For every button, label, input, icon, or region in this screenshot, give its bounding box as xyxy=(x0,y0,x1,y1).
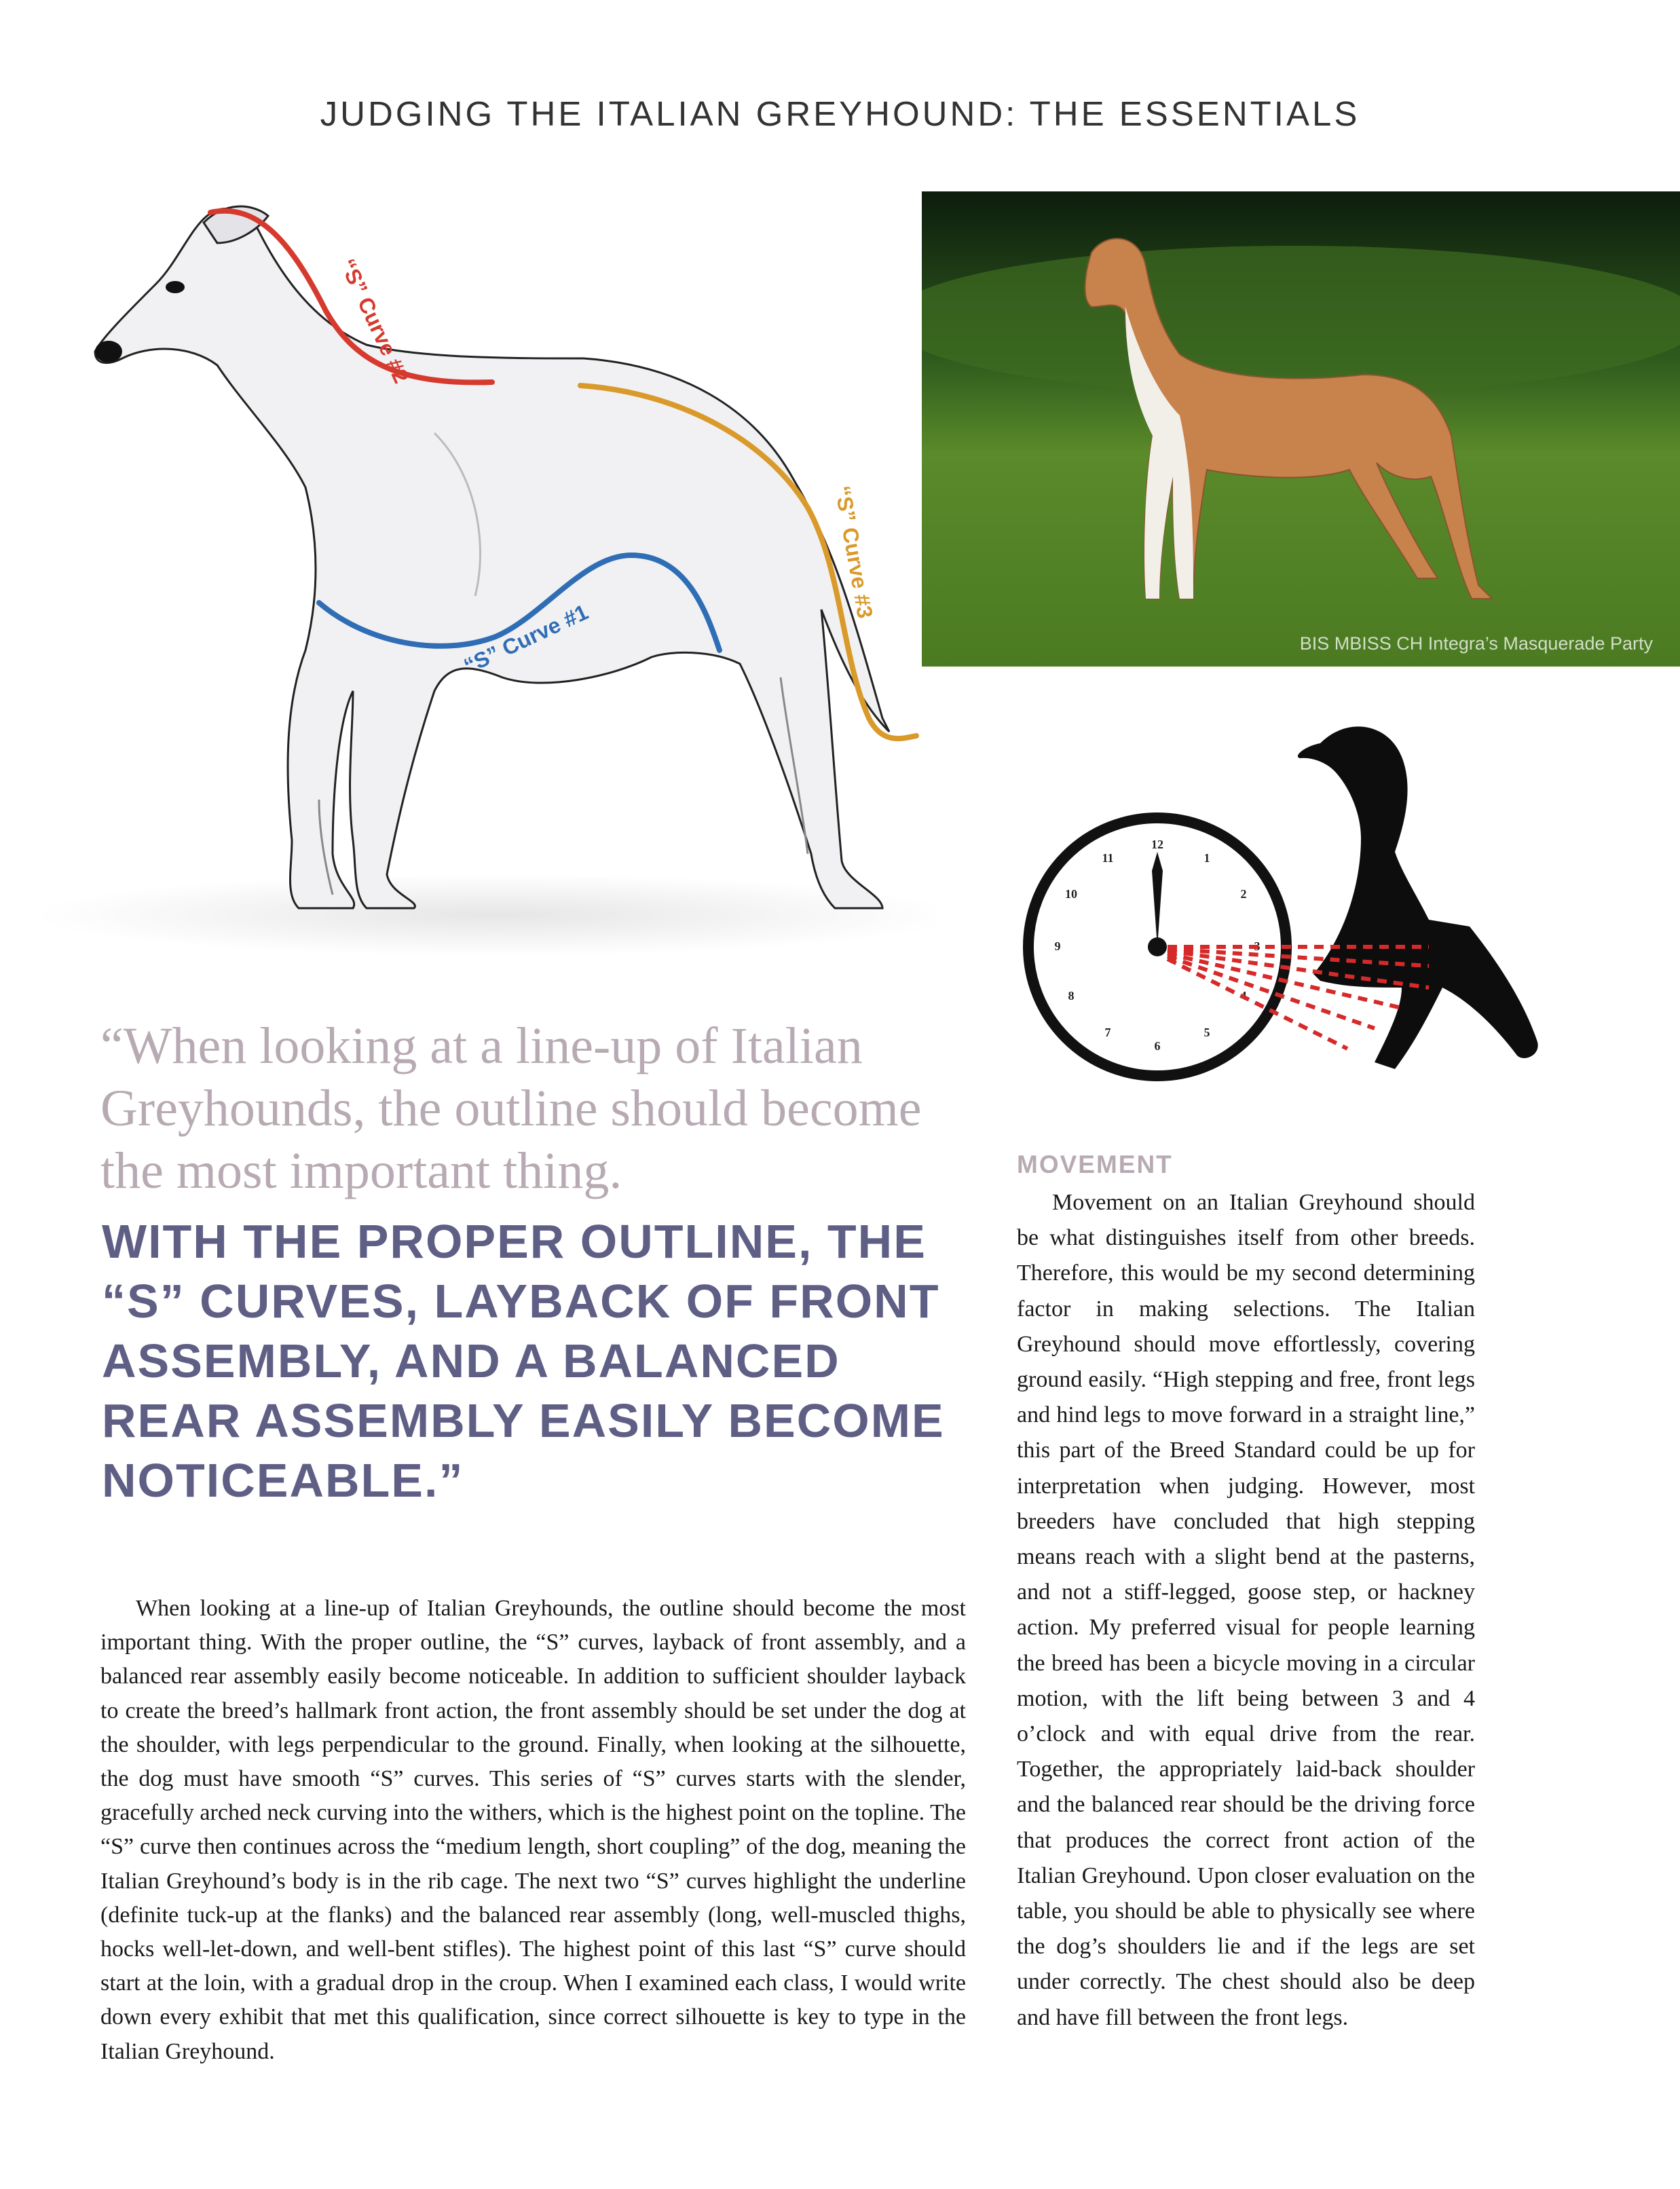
pullquote-light: “When looking at a line-up of Italian Greyhounds, the outline should become the most important thing. xyxy=(100,1017,922,1199)
pullquote-bold: WITH THE PROPER OUTLINE, THE “S” CURVES, LAYBACK OF FRONT ASSEMBLY, AND A BALANCED REAR ASSEMBLY EASILY BECOME NOTICEABLE.” xyxy=(102,1215,945,1507)
body-text-left: When looking at a line-up of Italian Greyhounds, the outline should become the most important thing. With the proper outline, the “S” curves, layback of front assembly, and a balanced rear assembly easily become noticeable. In addition to sufficient shoulder layback to create the breed’s hallmark front action, the front assembly should be set under the dog at the shoulder, with legs perpendicular to the ground. Finally, when looking at the silhouette, the dog must have smooth “S” curves. This series of “S” curves starts with the slender, gracefully arched neck curving into the withers, which is the highest point on the topline. The “S” curve then continues across the “medium length, short coupling” of the dog, meaning the Italian Greyhound’s body is in the rib cage. The next two “S” curves highlight the underline (definite tuck-up at the flanks) and the balanced rear assembly (long, well-muscled thighs, hocks well-let-down, and well-bent stifles). The highest point of this last “S” curve should start at the loin, with a gradual drop in the croup. When I examined each class, I would write down every exhibit that met this qualification, since correct silhouette is key to type in the Italian Greyhound. xyxy=(100,1596,966,2064)
numeral-11: 11 xyxy=(1102,851,1114,865)
numeral-1: 1 xyxy=(1203,851,1210,865)
numeral-9: 9 xyxy=(1054,939,1061,953)
dog-outline-illustration xyxy=(0,189,937,973)
numeral-5: 5 xyxy=(1203,1026,1210,1039)
dog-photo-image xyxy=(922,191,1680,667)
numeral-3: 3 xyxy=(1254,939,1261,953)
movement-clock-figure xyxy=(994,716,1551,1110)
numeral-12: 12 xyxy=(1151,838,1163,851)
nose-mark xyxy=(95,341,122,362)
photo-caption: BIS MBISS CH Integra’s Masquerade Party xyxy=(1299,633,1653,654)
eye-mark xyxy=(166,281,185,293)
s-curve-1-label: “S” Curve #1 xyxy=(460,599,592,679)
numeral-4: 4 xyxy=(1240,989,1247,1003)
s-curve-3-label: “S” Curve #3 xyxy=(830,483,878,620)
section-heading-movement: MOVEMENT xyxy=(1017,1150,1173,1178)
numeral-8: 8 xyxy=(1068,989,1075,1003)
numeral-2: 2 xyxy=(1240,887,1247,901)
page-header: JUDGING THE ITALIAN GREYHOUND: THE ESSENTIALS xyxy=(320,94,1360,133)
s-curve-2-label: “S” Curve #2 xyxy=(335,255,414,387)
body-text-movement: Movement on an Italian Greyhound should be what distinguishes itself from other breeds. Therefore, this would be my second determining factor in making selections. The Italian Greyhound should move effortlessly, covering ground easily. “High stepping and free, front legs and hind legs to move forward in a straight line,” this part of the Breed Standard could be up for interpretation when judging. However, most breeders have concluded that high stepping means reach with a slight bend at the pasterns, and not a stiff-legged, goose step, or hackney action. My preferred visual for people learning the breed has been a bicycle moving in a circular motion, with the lift being between 3 and 4 o’clock and with equal drive from the rear. Together, the appropriately laid-back shoulder and the balanced rear should be the driving force that produces the correct front action of the Italian Greyhound. Upon closer evaluation on the table, you should be able to physically see where the dog’s shoulders lie and if the legs are set under correctly. The chest should also be deep and have fill between the front legs. xyxy=(1017,1190,1475,2030)
numeral-6: 6 xyxy=(1154,1039,1161,1053)
dog-photo xyxy=(922,191,1680,667)
dog-body-shape xyxy=(95,209,889,908)
numeral-7: 7 xyxy=(1104,1026,1111,1039)
numeral-10: 10 xyxy=(1065,887,1077,901)
